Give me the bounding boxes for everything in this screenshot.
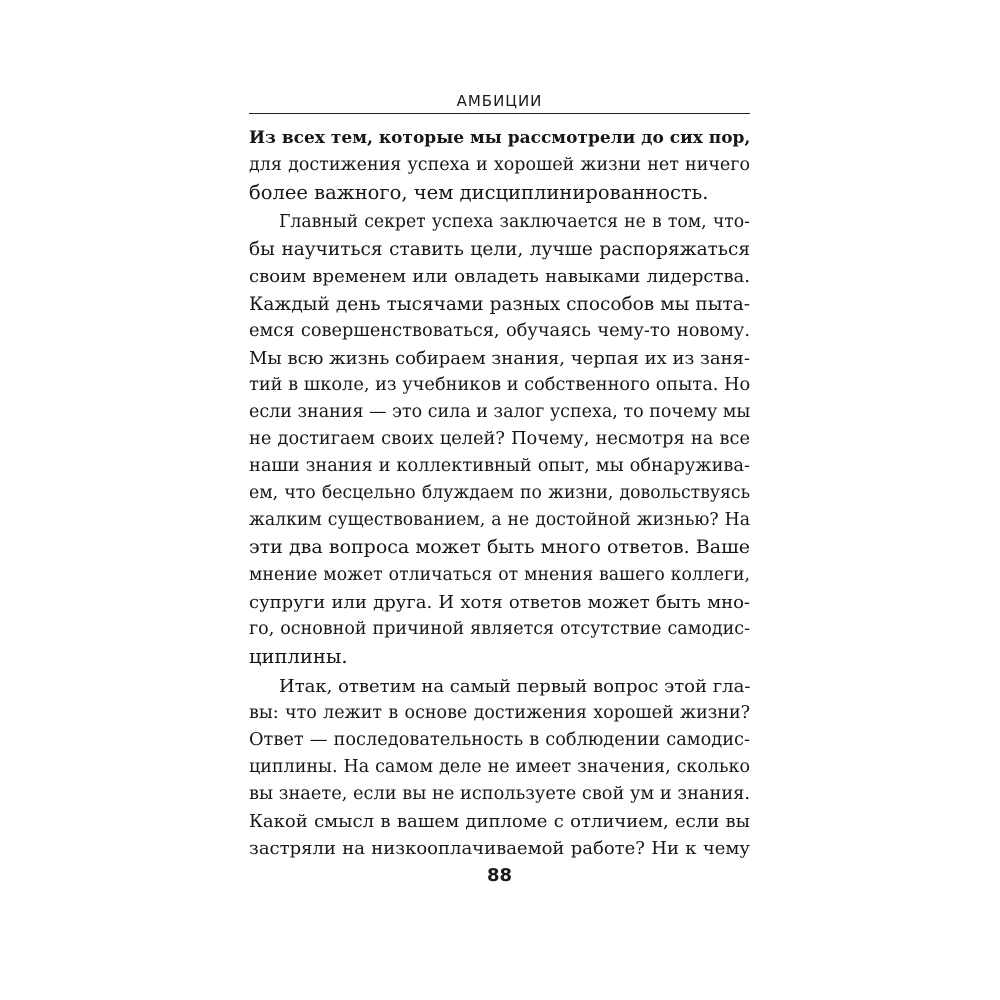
text-line: го, основной причиной является отсутствие самодис- <box>249 618 750 639</box>
text-line: Каждый день тысячами разных способов мы пыта- <box>249 293 750 315</box>
text-line: мнение может отличаться от мнения вашего коллеги, <box>249 564 750 585</box>
text-line: Итак, ответим на самый первый вопрос этой гла- <box>279 675 751 697</box>
text-line: не достигаем своих целей? Почему, несмотря на все <box>249 429 750 450</box>
header-rule <box>249 113 750 114</box>
text-line: Ответ — последовательность в соблюдении самодис- <box>249 730 750 751</box>
text-line: более важного, чем дисциплинированность. <box>249 181 709 205</box>
text-line: бы научиться ставить цели, лучше распоряжаться <box>249 239 750 261</box>
text-line: наши знания и коллективный опыт, мы обнаружива- <box>249 456 750 477</box>
text-line: вы знаете, если вы не используете свой ум и знания. <box>249 784 750 805</box>
body-text <box>249 125 750 863</box>
text-line: циплины. На самом деле не имеет значения, сколько <box>249 757 750 778</box>
text-line: для достижения успеха и хорошей жизни нет ничего <box>249 155 750 176</box>
running-head: АМБИЦИИ <box>456 92 543 110</box>
text-line: застряли на низкооплачиваемой работе? Ни к чему <box>249 838 750 860</box>
text-line: ем, что бесцельно блуждаем по жизни, довольствуясь <box>249 483 750 504</box>
text-line: если знания — это сила и залог успеха, то почему мы <box>249 401 751 422</box>
text-line: супруги или друга. И хотя ответов может быть мно- <box>249 591 750 613</box>
text-line: циплины. <box>249 644 348 668</box>
text-line: вы: что лежит в основе достижения хорошей жизни? <box>249 702 750 723</box>
text-line: эти два вопроса может быть много ответов. Ваше <box>249 536 750 559</box>
text-line: своим временем или овладеть навыками лидерства. <box>249 266 750 288</box>
text-line: жалким существованием, а не достойной жизнью? На <box>249 510 750 531</box>
text-line: Какой смысл в вашем дипломе с отличием, если вы <box>249 811 750 833</box>
text-line: Мы всю жизнь собираем знания, черпая их из заня- <box>249 347 750 369</box>
text-line: Из всех тем, которые мы рассмотрели до сих пор, <box>249 128 751 148</box>
text-line: емся совершенствоваться, обучаясь чему-то новому. <box>249 320 750 341</box>
text-line: Главный секрет успеха заключается не в том, что- <box>279 212 750 233</box>
page-number: 88 <box>486 865 513 886</box>
text-line: тий в школе, из учебников и собственного опыта. Но <box>249 374 751 395</box>
